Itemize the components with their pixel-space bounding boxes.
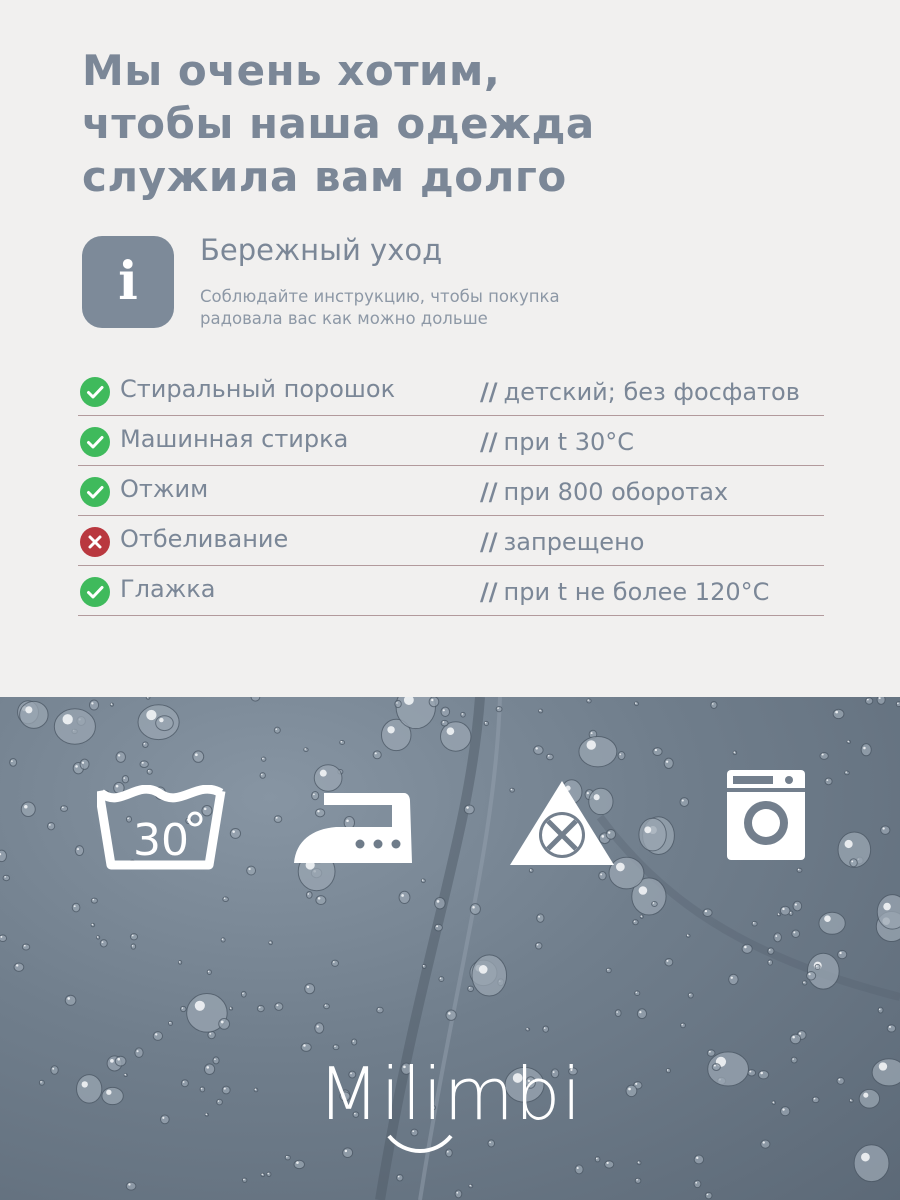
water-drop — [434, 924, 442, 931]
care-row-label: Отжим — [120, 475, 209, 503]
water-drop — [441, 720, 448, 726]
water-drop — [446, 1010, 456, 1020]
headline — [82, 44, 595, 203]
water-drop — [435, 897, 446, 909]
water-drop — [315, 1023, 324, 1033]
water-drop — [91, 898, 97, 903]
water-drop — [333, 1045, 339, 1050]
water-drop — [618, 751, 625, 759]
water-drop — [47, 822, 54, 829]
water-drop — [261, 1173, 265, 1176]
fabric-photo — [0, 697, 900, 1200]
water-drop — [575, 1165, 583, 1174]
water-drop — [635, 1178, 641, 1183]
care-row-value — [480, 378, 800, 406]
water-drop — [694, 1155, 703, 1164]
water-drop — [887, 1025, 895, 1032]
water-drop — [395, 700, 401, 707]
water-drop — [61, 806, 68, 812]
separator: // — [480, 378, 498, 406]
water-drop — [314, 765, 342, 792]
headline-line-1: Мы очень хотим, — [82, 46, 501, 95]
water-drop — [688, 993, 693, 998]
water-drop — [247, 866, 256, 875]
water-drop — [579, 736, 617, 766]
care-row-value — [480, 478, 728, 506]
water-drop — [838, 950, 847, 958]
care-row-value-text: детский; без фосфатов — [503, 378, 800, 406]
water-drop — [820, 753, 828, 760]
water-drop — [269, 941, 273, 945]
water-drop — [680, 798, 689, 807]
water-drop — [65, 995, 76, 1005]
water-drop — [854, 1145, 889, 1182]
water-drop — [694, 1180, 701, 1187]
water-drop — [10, 759, 17, 767]
water-drop — [752, 921, 757, 926]
water-drop — [181, 1006, 186, 1011]
water-drop — [257, 1005, 264, 1011]
water-drop — [130, 934, 137, 940]
water-drop — [242, 1178, 246, 1182]
water-drop — [470, 904, 480, 915]
water-drop — [441, 707, 450, 716]
water-drop — [664, 758, 673, 768]
water-drop — [845, 771, 850, 775]
care-row-value-text: при t 30°С — [503, 428, 635, 456]
water-drop — [807, 971, 816, 980]
water-drop — [169, 1021, 173, 1025]
water-drop — [21, 802, 35, 816]
check-icon — [80, 427, 110, 457]
water-drop — [0, 935, 7, 942]
water-drop — [496, 707, 502, 712]
care-row-value — [480, 428, 634, 456]
water-drop — [543, 1026, 549, 1032]
water-drop — [635, 991, 640, 996]
headline-line-3: служила вам долго — [82, 152, 567, 201]
water-drop — [529, 869, 533, 873]
water-drop — [131, 944, 136, 949]
water-drop — [230, 828, 240, 838]
water-drop — [464, 805, 474, 814]
water-drop — [703, 909, 712, 917]
water-drop — [595, 1157, 600, 1162]
water-drop — [681, 1023, 686, 1028]
water-drop — [332, 960, 339, 966]
water-drop — [637, 1161, 641, 1165]
water-drop — [91, 923, 95, 926]
water-drop — [761, 1140, 770, 1148]
water-drop — [777, 913, 780, 916]
water-drop — [147, 769, 152, 774]
separator: // — [480, 578, 498, 606]
water-drop — [20, 701, 49, 728]
care-subtitle-line-1: Соблюдайте инструкцию, чтобы покупка — [200, 287, 560, 306]
logo-smile — [385, 1134, 455, 1154]
water-drop — [219, 1019, 230, 1030]
water-drop — [373, 751, 381, 759]
water-drop — [223, 897, 229, 902]
water-drop — [729, 974, 738, 984]
separator: // — [480, 478, 498, 506]
water-drop — [0, 850, 6, 861]
water-drop — [652, 901, 658, 906]
water-drop — [472, 955, 507, 996]
water-drop — [14, 963, 24, 971]
water-drop — [535, 942, 542, 949]
water-drop — [606, 968, 611, 973]
water-drop — [229, 1007, 232, 1010]
water-drop — [260, 773, 265, 779]
care-row-label: Глажка — [120, 575, 216, 603]
brand-logo: Milimbi — [317, 1052, 583, 1136]
water-drop — [733, 751, 737, 755]
water-drop — [687, 934, 691, 937]
water-drop — [455, 1190, 462, 1198]
water-drop — [241, 991, 246, 997]
water-drop — [72, 903, 80, 912]
water-drop — [397, 1174, 403, 1180]
wash-30-icon — [97, 785, 227, 875]
water-drop — [261, 757, 265, 761]
water-drop — [193, 751, 204, 763]
water-drop — [421, 879, 425, 883]
water-drop — [637, 1009, 646, 1019]
water-drop — [537, 914, 544, 923]
iron-icon — [292, 789, 416, 869]
water-drop — [153, 1032, 162, 1041]
water-drop — [100, 940, 107, 947]
water-drop — [881, 826, 890, 834]
water-drop — [468, 986, 474, 991]
water-drop — [156, 716, 174, 731]
water-drop — [285, 1155, 290, 1160]
water-drop — [665, 958, 673, 966]
water-drop — [484, 721, 488, 725]
water-drop — [301, 1043, 311, 1051]
water-drop — [251, 697, 260, 701]
care-row-value-text: при 800 оборотах — [503, 478, 729, 506]
check-icon — [80, 477, 110, 507]
water-drop — [877, 697, 885, 704]
water-drop — [267, 1172, 271, 1176]
care-row-label: Отбеливание — [120, 525, 289, 553]
water-drop — [768, 960, 773, 965]
water-drop — [340, 741, 345, 745]
water-drop — [422, 964, 426, 968]
water-drop — [97, 936, 100, 939]
water-drop — [275, 1003, 283, 1011]
water-drop — [304, 748, 308, 752]
care-row — [78, 416, 824, 466]
water-drop — [146, 697, 150, 699]
headline-line-2: чтобы наша одежда — [82, 99, 595, 148]
water-drop — [126, 1182, 136, 1190]
water-drop — [803, 981, 807, 985]
water-drop — [140, 761, 148, 768]
water-drop — [793, 901, 802, 911]
water-drop — [615, 1010, 621, 1017]
water-drop — [461, 712, 465, 717]
water-drop — [711, 701, 717, 708]
water-drop — [143, 742, 149, 748]
no-bleach-icon — [508, 779, 616, 869]
water-drop — [865, 698, 872, 705]
care-subtitle-line-2: радовала вас как можно дольше — [200, 309, 488, 328]
water-drop — [305, 984, 315, 994]
care-row-value-text: запрещено — [503, 528, 645, 556]
water-drop — [352, 1039, 357, 1045]
check-icon — [80, 377, 110, 407]
water-drop — [316, 896, 326, 905]
water-drop — [792, 930, 800, 938]
water-drop — [110, 703, 113, 706]
care-row-value-text: при t не более 120°С — [503, 578, 770, 606]
water-drop — [469, 1184, 473, 1187]
water-drop — [605, 1161, 614, 1168]
info-icon-glyph: i — [118, 251, 138, 312]
water-drop — [547, 754, 554, 760]
cross-icon — [80, 527, 110, 557]
water-drop — [179, 961, 182, 965]
water-drop — [294, 1160, 304, 1168]
separator: // — [480, 528, 498, 556]
water-drop — [534, 746, 544, 755]
water-drop — [80, 759, 89, 769]
water-drop — [54, 709, 95, 744]
water-drop — [815, 964, 820, 969]
water-drop — [75, 846, 83, 856]
water-drop — [221, 938, 225, 942]
water-drop — [847, 740, 851, 743]
water-drop — [768, 948, 774, 955]
separator: // — [480, 428, 498, 456]
water-drop — [324, 1004, 330, 1009]
washing-machine-icon — [727, 770, 805, 860]
water-drop — [797, 868, 802, 872]
wash-temperature: 30 — [133, 815, 189, 866]
water-drop — [429, 697, 439, 707]
water-drop — [89, 700, 98, 710]
water-drop — [587, 699, 591, 703]
water-drop — [742, 944, 752, 953]
care-row-label: Стиральный порошок — [120, 375, 396, 403]
water-drop — [526, 1028, 530, 1031]
care-title: Бережный уход — [200, 233, 443, 267]
water-drop — [640, 915, 643, 919]
water-drop — [599, 872, 606, 880]
water-drop — [274, 816, 282, 823]
care-row-label: Машинная стирка — [120, 425, 349, 453]
water-drop — [439, 977, 444, 982]
water-drop — [3, 875, 10, 880]
water-drop — [488, 1140, 495, 1147]
water-drop — [790, 1034, 800, 1044]
water-drop — [705, 1192, 712, 1199]
water-drop — [274, 727, 280, 733]
care-row-value — [480, 578, 769, 606]
water-drop — [207, 970, 211, 975]
water-drop — [878, 1007, 883, 1013]
care-row — [78, 366, 824, 416]
water-drop — [306, 892, 312, 899]
water-drop — [343, 1148, 353, 1158]
care-row — [78, 566, 824, 616]
check-icon — [80, 577, 110, 607]
water-drop — [825, 778, 832, 785]
water-drop — [833, 709, 844, 718]
water-drop — [635, 702, 639, 706]
water-drop — [116, 752, 125, 763]
water-drop — [861, 744, 871, 756]
water-drop — [122, 775, 128, 782]
water-drop — [653, 748, 662, 756]
water-drop — [639, 818, 666, 851]
water-drop — [399, 891, 410, 903]
water-drop — [633, 920, 638, 925]
care-row — [78, 466, 824, 516]
info-icon — [82, 236, 174, 328]
care-row — [78, 516, 824, 566]
care-subtitle — [200, 286, 700, 330]
water-drop — [377, 1007, 384, 1013]
water-drop — [896, 702, 900, 707]
water-drop — [850, 859, 857, 867]
water-drop — [774, 933, 782, 942]
care-row-value — [480, 528, 644, 556]
water-drop — [819, 912, 845, 934]
water-drop — [22, 944, 29, 950]
water-drop — [780, 906, 790, 915]
care-instructions-list — [78, 366, 824, 616]
water-drop — [539, 709, 543, 713]
